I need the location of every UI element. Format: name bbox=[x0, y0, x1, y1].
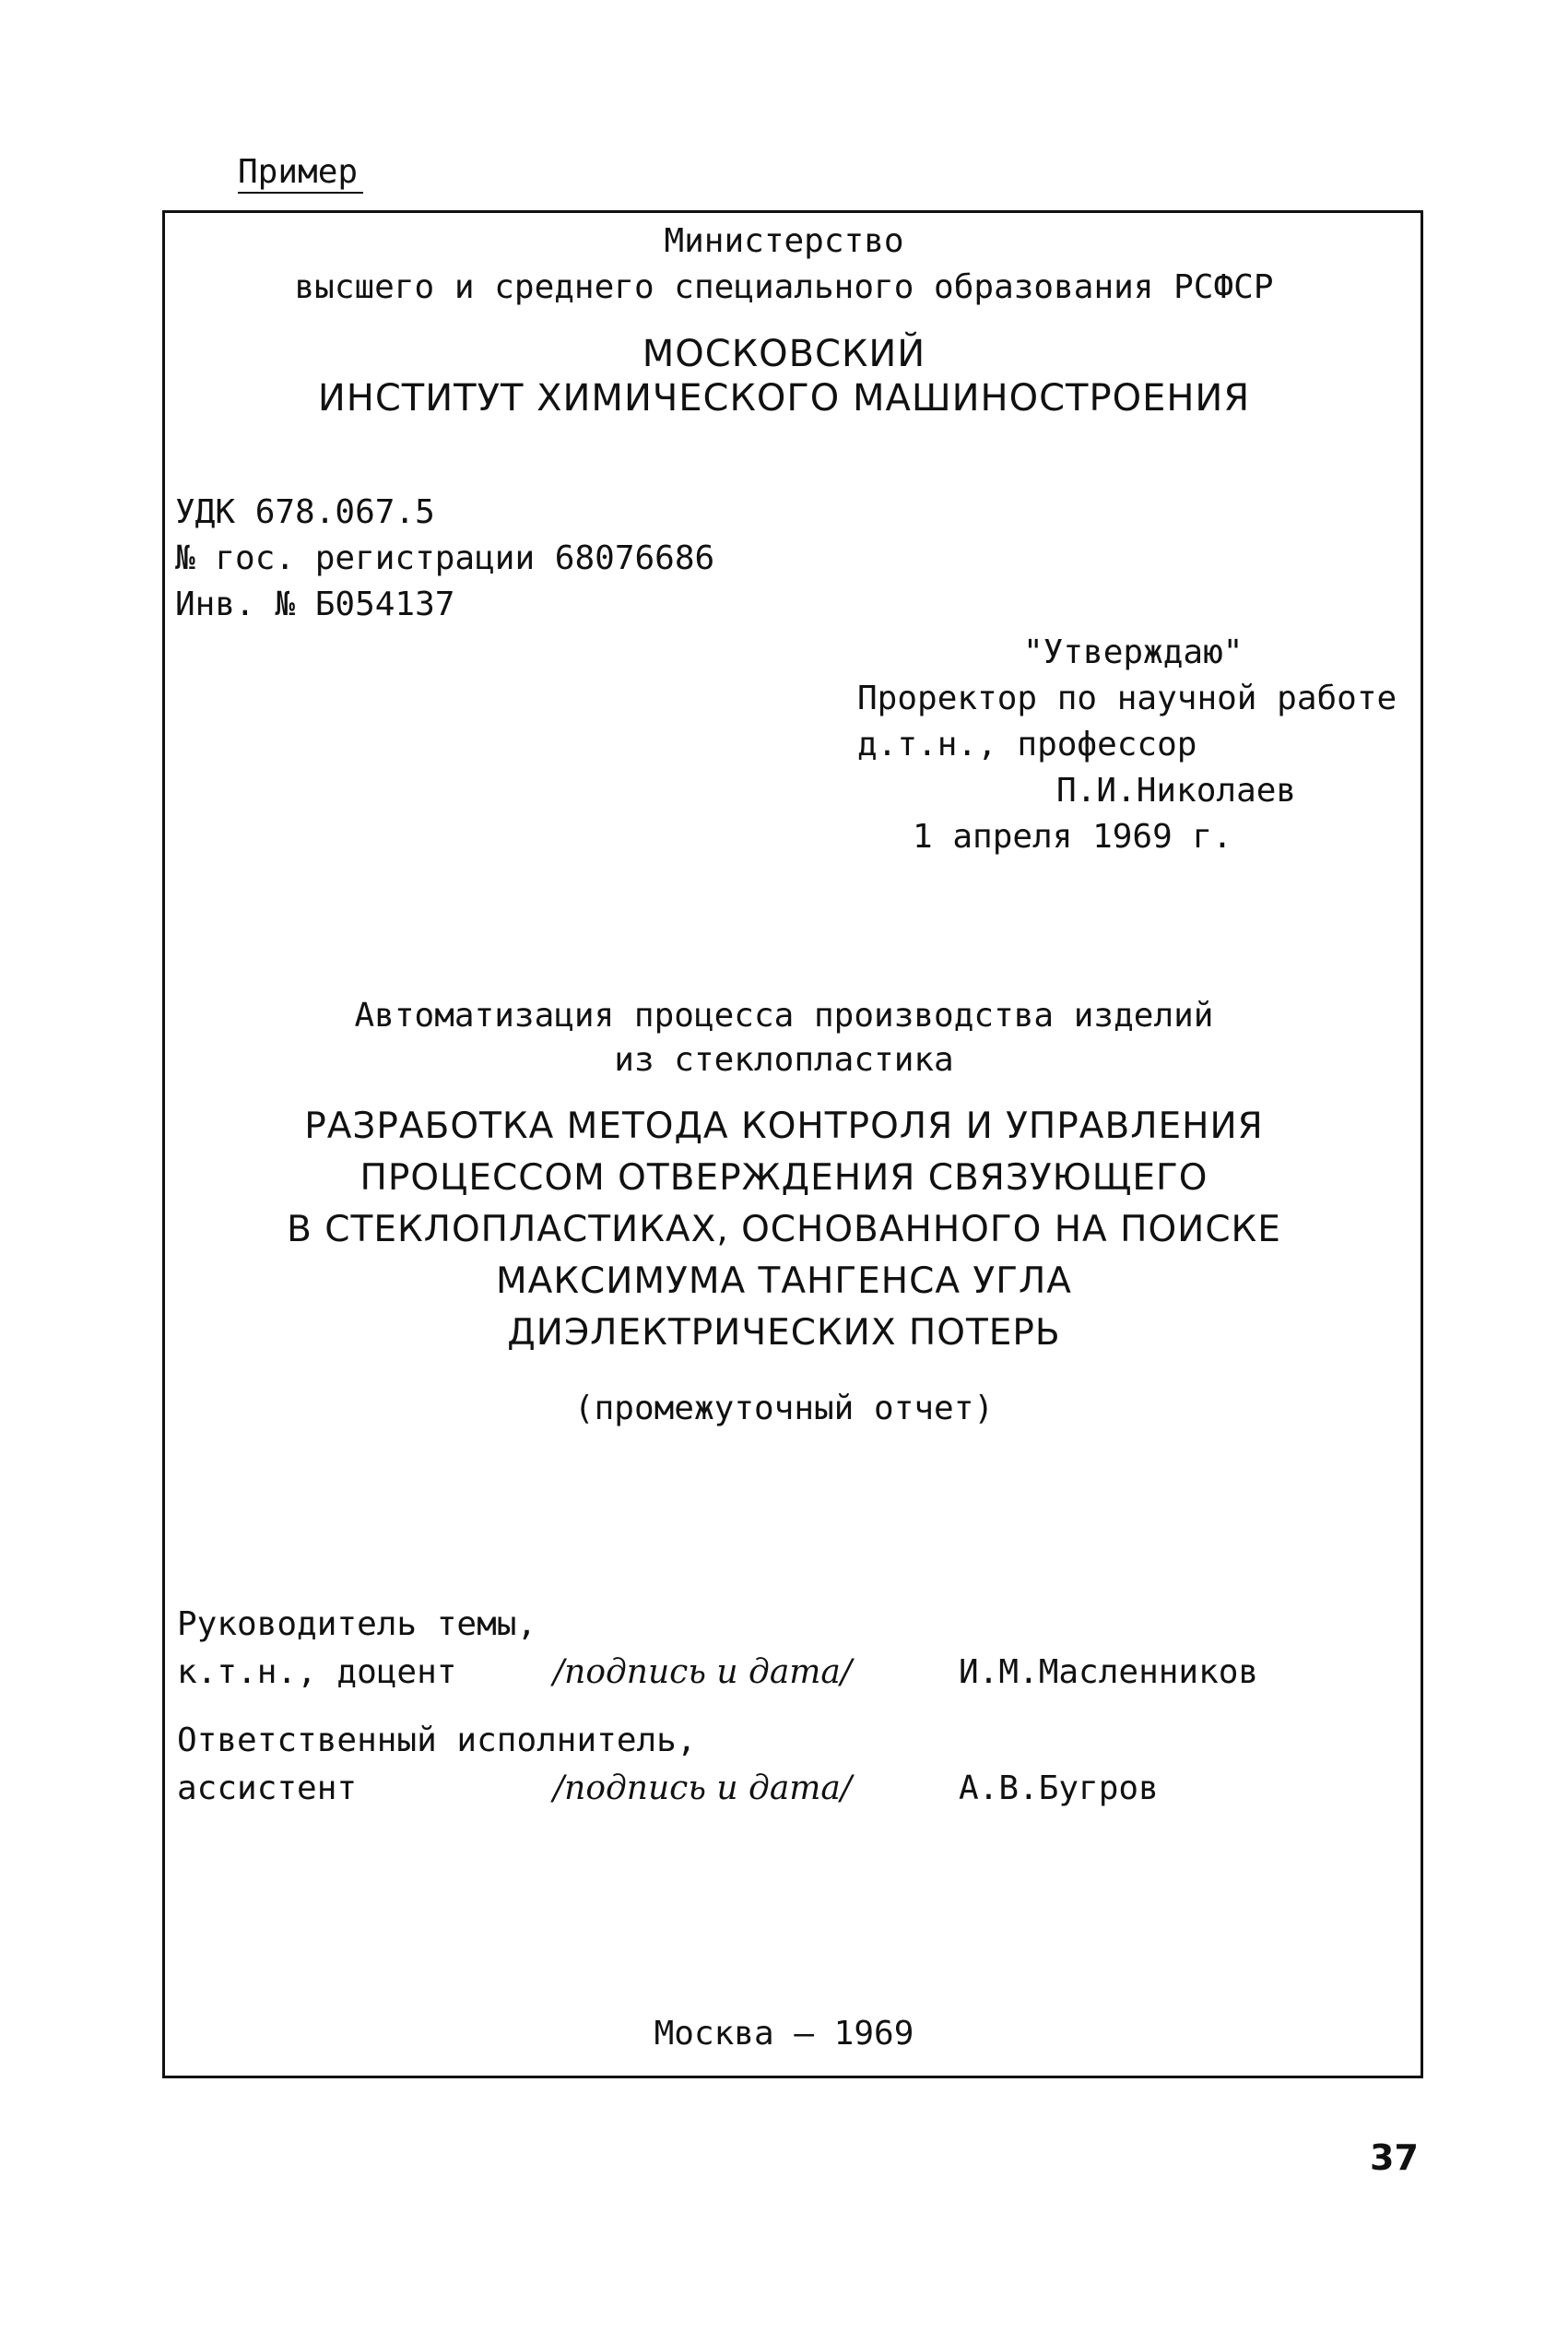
place-year: Москва – 1969 bbox=[654, 2015, 914, 2053]
approval-heading: "Утверждаю" bbox=[1023, 633, 1244, 671]
ministry-line-2: высшего и среднего специального образования РСФСР bbox=[294, 268, 1274, 306]
institute-line-2: ИНСТИТУТ ХИМИЧЕСКОГО МАШИНОСТРОЕНИЯ bbox=[317, 377, 1251, 420]
signatory-1-role: Руководитель темы, bbox=[177, 1605, 537, 1643]
signatory-2-name: А.В.Бугров bbox=[959, 1769, 1159, 1807]
institute-line-1: МОСКОВСКИЙ bbox=[642, 333, 926, 375]
topic-line-1: Автоматизация процесса производства изделий bbox=[354, 997, 1214, 1035]
approval-date: 1 апреля 1969 г. bbox=[913, 818, 1232, 856]
topic-line-2: из стеклопластика bbox=[614, 1041, 954, 1079]
page-number: 37 bbox=[1370, 2137, 1419, 2178]
report-title-line-4: МАКСИМУМА ТАНГЕНСА УГЛА bbox=[495, 1260, 1072, 1302]
signatory-2-degree: ассистент bbox=[177, 1769, 358, 1807]
ministry-line-1: Министерство bbox=[664, 222, 904, 260]
approval-position: Проректор по научной работе bbox=[857, 680, 1397, 717]
report-title-line-5: ДИЭЛЕКТРИЧЕСКИХ ПОТЕРЬ bbox=[507, 1312, 1061, 1354]
example-label: Пример bbox=[238, 153, 363, 194]
signatory-2-signature: /подпись и дата/ bbox=[553, 1769, 853, 1807]
signatory-1-name: И.М.Масленников bbox=[959, 1653, 1259, 1691]
report-title-line-1: РАЗРАБОТКА МЕТОДА КОНТРОЛЯ И УПРАВЛЕНИЯ bbox=[304, 1106, 1264, 1147]
inventory-number: Инв. № Б054137 bbox=[175, 586, 455, 623]
approval-name: П.И.Николаев bbox=[1056, 772, 1297, 810]
signatory-2-role: Ответственный исполнитель, bbox=[177, 1722, 697, 1759]
report-type: (промежуточный отчет) bbox=[573, 1390, 995, 1427]
udk-code: УДК 678.067.5 bbox=[175, 493, 435, 531]
report-title-line-3: В СТЕКЛОПЛАСТИКАХ, ОСНОВАННОГО НА ПОИСКЕ bbox=[287, 1209, 1281, 1250]
report-title-line-2: ПРОЦЕССОМ ОТВЕРЖДЕНИЯ СВЯЗУЮЩЕГО bbox=[360, 1157, 1208, 1199]
signatory-1-degree: к.т.н., доцент bbox=[177, 1653, 457, 1691]
state-registration: № гос. регистрации 68076686 bbox=[175, 539, 715, 577]
signatory-1-signature: /подпись и дата/ bbox=[553, 1653, 853, 1691]
approval-degree: д.т.н., профессор bbox=[857, 726, 1197, 763]
